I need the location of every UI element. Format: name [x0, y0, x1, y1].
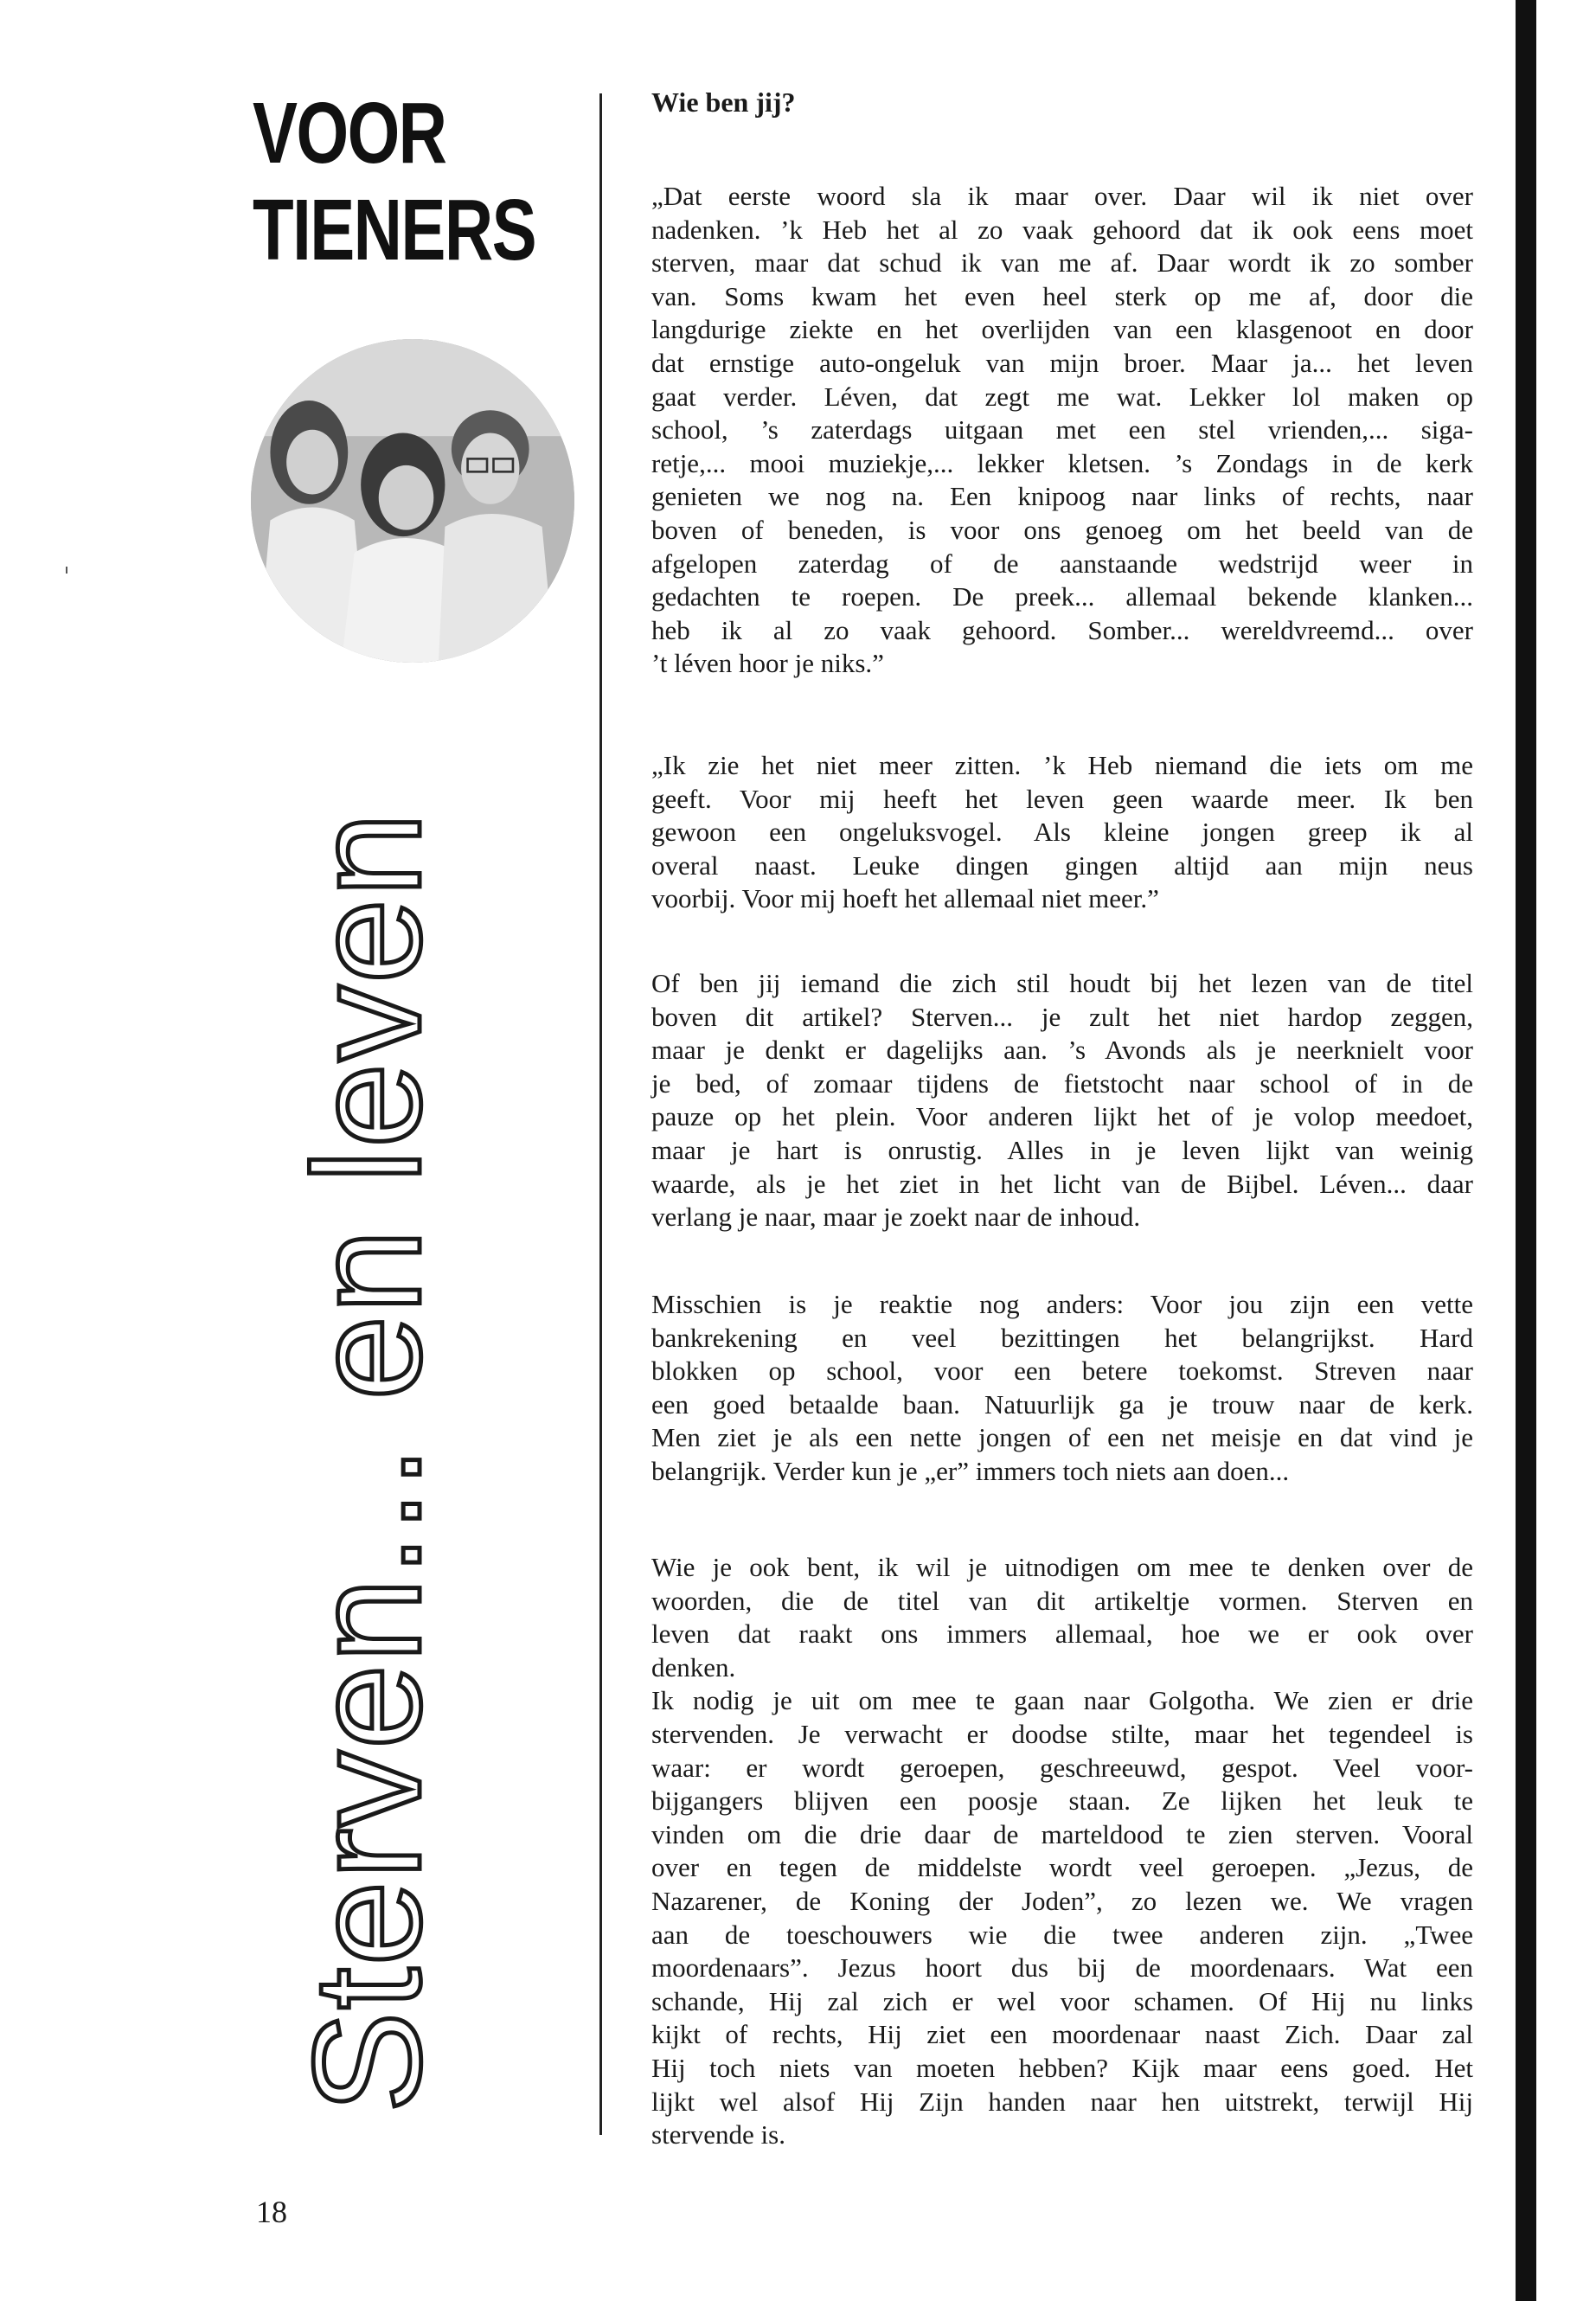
text-line: retje,... mooi muziekje,... lekker kletsen. ’s Zondags in de kerk — [651, 447, 1473, 478]
column-divider — [599, 93, 602, 2135]
heading-line-1: VOOR — [253, 85, 446, 182]
text-line: schande, Hij zal zich er wel voor schamen. Of Hij nu links — [651, 1985, 1473, 2016]
text-line: Nazarener, de Koning der Joden”, zo lezen we. We vragen — [651, 1885, 1473, 1916]
text-line: geeft. Voor mij heeft het leven geen waarde meer. Ik ben — [651, 783, 1473, 814]
text-line: blokken op school, voor een betere toekomst. Streven naar — [651, 1356, 1473, 1387]
text-line: lijkt wel alsof Hij Zijn handen naar hen uitstrekt, terwijl Hij — [651, 2086, 1473, 2117]
text-line: afgelopen zaterdag of de aanstaande wedstrijd weer in — [651, 548, 1473, 579]
text-line: boven dit artikel? Sterven... je zult het niet hardop zeggen, — [651, 1001, 1473, 1032]
text-line: je bed, of zomaar tijdens de fietstocht naar school of in de — [651, 1067, 1473, 1099]
paragraph-2 — [651, 749, 1473, 916]
text-line: leven dat raakt ons immers allemaal, hoe we er ook over — [651, 1618, 1473, 1650]
text-line: waarde, als je het ziet in het licht van de Bijbel. Léven... daar — [651, 1168, 1473, 1199]
paragraph-5 — [651, 1551, 1473, 2152]
heading-line-2: TIENERS — [253, 182, 536, 279]
section-heading — [253, 85, 535, 279]
text-line: gewoon een ongeluksvogel. Als kleine jongen greep ik al — [651, 817, 1473, 848]
text-line: dat ernstige auto-ongeluk van mijn broer. Maar ja... het leven — [651, 347, 1473, 378]
text-line: boven of beneden, is voor ons genoeg om het beeld van de — [651, 514, 1473, 545]
page-edge-bar — [1516, 0, 1536, 2301]
text-line: maar je denkt er dagelijks aan. ’s Avonds als je neerknielt voor — [651, 1035, 1473, 1066]
page-number: 18 — [256, 2195, 287, 2229]
text-line: overal naast. Leuke dingen gingen altijd aan mijn neus — [651, 849, 1473, 881]
text-line: genieten we nog na. Een knipoog naar links of rechts, naar — [651, 481, 1473, 512]
text-line: voorbij. Voor mij hoeft het allemaal niet meer.” — [651, 883, 1159, 914]
text-line: moordenaars”. Jezus hoort dus bij de moordenaars. Wat een — [651, 1952, 1473, 1984]
text-line: een goed betaalde baan. Natuurlijk ga je trouw naar de kerk. — [651, 1388, 1473, 1420]
text-line: „Dat eerste woord sla ik maar over. Daar wil ik niet over — [651, 181, 1473, 211]
text-line: stervende is. — [651, 2119, 785, 2150]
text-line: langdurige ziekte en het overlijden van een klasgenoot en door — [651, 314, 1473, 345]
text-line: Ik nodig je uit om mee te gaan naar Golgotha. We zien er drie — [651, 1685, 1473, 1716]
text-line: gaat verder. Léven, dat zegt me wat. Lekker lol maken op — [651, 381, 1473, 412]
text-line: waar: er wordt geroepen, geschreeuwd, gespot. Veel voor- — [651, 1752, 1473, 1783]
text-line: over en tegen de middelste wordt veel geroepen. „Jezus, de — [651, 1852, 1473, 1883]
article-title: Sterven... en leven — [283, 811, 452, 2113]
paragraph-3 — [651, 967, 1473, 1234]
text-line: „Ik zie het niet meer zitten. ’k Heb niemand die iets om me — [651, 750, 1473, 780]
margin-mark — [66, 567, 67, 574]
text-line: kijkt of rechts, Hij ziet een moordenaar naast Zich. Daar zal — [651, 2019, 1473, 2050]
text-line: bankrekening en veel bezittingen het belangrijkst. Hard — [651, 1322, 1473, 1353]
text-line: belangrijk. Verder kun je „er” immers toch niets aan doen... — [651, 1455, 1290, 1486]
question-heading: Wie ben jij? — [651, 87, 796, 118]
teenagers-photo — [251, 339, 574, 663]
text-line: Men ziet je als een nette jongen of een net meisje en dat vind je — [651, 1422, 1473, 1453]
text-line: gedachten te roepen. De preek... allemaal bekende klanken... — [651, 581, 1473, 612]
text-line: stervenden. Je verwacht er doodse stilte, maar het tegendeel is — [651, 1718, 1473, 1749]
text-line: Misschien is je reaktie nog anders: Voor jou zijn een vette — [651, 1289, 1473, 1319]
text-line: denken. — [651, 1651, 736, 1682]
text-line: van. Soms kwam het even heel sterk op me af, door die — [651, 280, 1473, 311]
text-line: maar je hart is onrustig. Alles in je leven lijkt van weinig — [651, 1134, 1473, 1165]
text-line: Hij toch niets van moeten hebben? Kijk maar eens goed. Het — [651, 2052, 1473, 2083]
text-line: pauze op het plein. Voor anderen lijkt het of je volop meedoet, — [651, 1101, 1473, 1132]
text-line: verlang je naar, maar je zoekt naar de inhoud. — [651, 1202, 1141, 1233]
paragraph-1 — [651, 180, 1473, 681]
photo-illustration — [251, 339, 574, 663]
text-line: vinden om die drie daar de marteldood te zien sterven. Vooral — [651, 1818, 1473, 1849]
text-line: Wie je ook bent, ik wil je uitnodigen om mee te denken over de — [651, 1552, 1473, 1582]
paragraph-4 — [651, 1288, 1473, 1489]
text-line: ’t léven hoor je niks.” — [651, 648, 884, 679]
text-line: woorden, die de titel van dit artikeltje vormen. Sterven en — [651, 1585, 1473, 1616]
text-line: aan de toeschouwers wie die twee anderen zijn. „Twee — [651, 1919, 1473, 1950]
text-line: sterven, maar dat schud ik van me af. Daar wordt ik zo somber — [651, 247, 1473, 279]
text-line: school, ’s zaterdags uitgaan met een stel vrienden,... siga- — [651, 414, 1473, 445]
text-line: bijgangers blijven een poosje staan. Ze lijken het leuk te — [651, 1785, 1473, 1817]
text-line: nadenken. ’k Heb het al zo vaak gehoord dat ik ook eens moet — [651, 214, 1473, 245]
text-line: Of ben jij iemand die zich stil houdt bij het lezen van de titel — [651, 968, 1473, 998]
text-line: heb ik al zo vaak gehoord. Somber... wereldvreemd... over — [651, 614, 1473, 645]
